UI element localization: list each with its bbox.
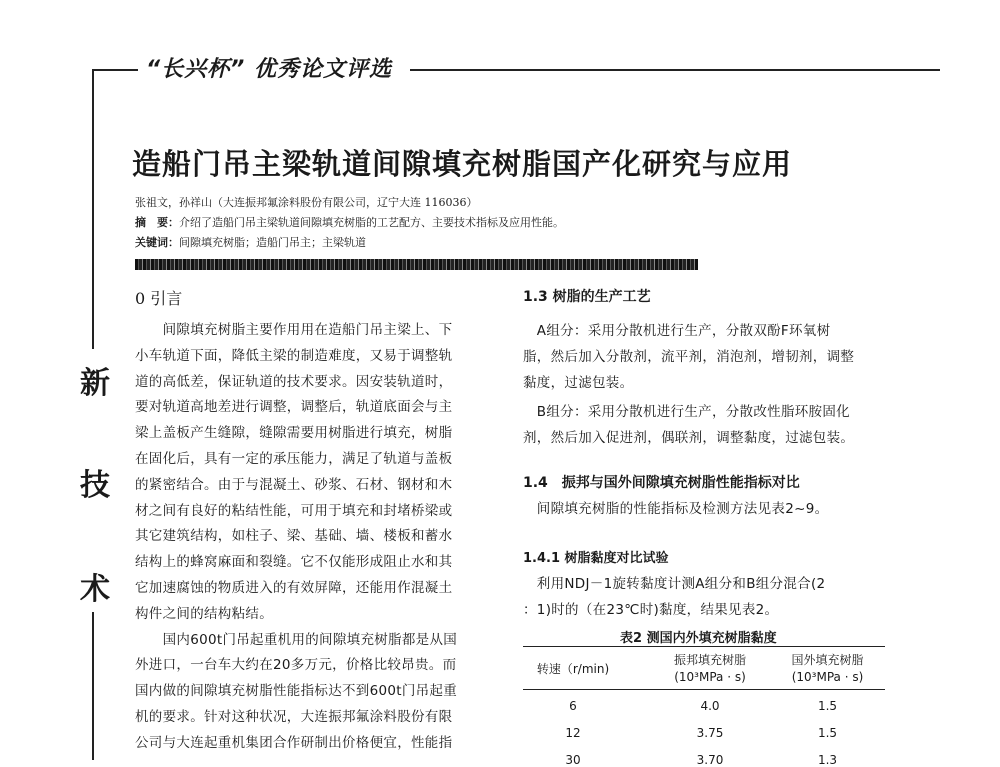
section-heading-1-3: 1.3 树脂的生产工艺	[523, 289, 651, 305]
table-rule-mid	[523, 689, 885, 690]
header-rule-left	[92, 69, 138, 71]
header-rule-right	[410, 69, 940, 71]
abstract-label: 摘 要：	[135, 216, 179, 229]
paper-title: 造船门吊主梁轨道间隙填充树脂国产化研究与应用	[132, 147, 793, 181]
table-cell: 1.3	[817, 753, 838, 767]
table-cell: 12	[565, 726, 581, 740]
body-line: 剂，然后加入促进剂，偶联剂，调整黏度，过滤包装。	[523, 430, 855, 446]
banner-title: “长兴杯” 优秀论文评选	[146, 57, 392, 82]
body-line: 道的高低差，保证轨道的技术要求。因安装轨道时，	[135, 373, 453, 390]
side-rule-bottom	[92, 612, 94, 760]
table-cell: 4.0	[700, 699, 720, 713]
body-line: 脂，然后加入分散剂，流平剂，消泡剂，增韧剂，调整	[523, 349, 855, 365]
table-cell: 3.70	[696, 753, 724, 767]
section-heading-1-4-1: 1.4.1 树脂黏度对比试验	[523, 551, 669, 566]
paper-authors: 张祖文，孙祥山（大连振邦氟涂料股份有限公司，辽宁大连 116036）	[135, 196, 478, 209]
body-line: 利用NDJ－1旋转黏度计测A组分和B组分混合(2	[523, 576, 826, 592]
table-cell: 30	[565, 753, 581, 767]
keywords-text: 间隙填充树脂；造船门吊主；主梁轨道	[179, 236, 366, 249]
body-line: 材之间有良好的粘结性能，可用于填充和封堵桥梁或	[135, 502, 453, 519]
side-label-char: 技	[80, 468, 110, 503]
body-line: 机的要求。针对这种状况，大连振邦氟涂料股份有限	[135, 709, 453, 725]
body-line: 它加速腐蚀的物质进入的有效屏障，还能用作混凝土	[135, 580, 453, 596]
table-cell: 1.5	[817, 699, 838, 713]
body-line: 结构上的蜂窝麻面和裂缝。它不仅能形成阻止水和其	[135, 554, 453, 571]
body-line: 其它建筑结构，如柱子、梁、基础、墙、楼板和蓄水	[135, 528, 453, 545]
body-line: 外进口，一台车大约在20多万元，价格比较昂贵。而	[135, 657, 457, 674]
side-label-char: 术	[80, 572, 110, 607]
body-line: 间隙填充树脂的性能指标及检测方法见表2~9。	[523, 501, 829, 517]
body-line: 的紧密结合。由于与混凝土、砂浆、石材、钢材和木	[135, 476, 453, 493]
table-caption: 表2 测国内外填充树脂黏度	[620, 631, 777, 646]
table-cell: 3.75	[696, 726, 724, 740]
section-heading-intro: 0 引言	[135, 289, 183, 308]
body-line: 要对轨道高地差进行调整，调整后，轨道底面会与主	[135, 399, 453, 416]
paper-keywords	[135, 234, 366, 250]
table-header-zhenbang-unit: (10³MPa · s)	[674, 670, 746, 684]
body-line: 小车轨道下面，降低主梁的制造难度，又易于调整轨	[135, 347, 453, 364]
body-line: 国内600t门吊起重机用的间隙填充树脂都是从国	[135, 631, 458, 648]
scan-noise-bar	[135, 259, 698, 270]
side-label-char: 新	[80, 366, 110, 401]
table-header-foreign: 国外填充树脂	[791, 653, 864, 667]
table-cell: 1.5	[817, 726, 838, 740]
body-line: 公司与大连起重机集团合作研制出价格便宜，性能指	[135, 734, 453, 751]
body-line: 构件之间的结构粘结。	[135, 605, 273, 622]
body-line: 梁上盖板产生缝隙，缝隙需要用树脂进行填充，树脂	[135, 425, 453, 442]
table-cell: 6	[569, 699, 577, 713]
body-line: ：1)时的（在23℃时)黏度，结果见表2。	[523, 602, 779, 618]
table-header-foreign-unit: (10³MPa · s)	[791, 670, 864, 684]
abstract-text: 介绍了造船门吊主梁轨道间隙填充树脂的工艺配方、主要技术指标及应用性能。	[179, 216, 564, 229]
body-line: 间隙填充树脂主要作用用在造船门吊主梁上、下	[135, 322, 453, 338]
section-heading-1-4: 1.4 振邦与国外间隙填充树脂性能指标对比	[523, 475, 800, 491]
keywords-label: 关键词：	[135, 236, 179, 249]
body-line: B组分：采用分散机进行生产，分散改性脂环胺固化	[523, 404, 850, 420]
paper-abstract	[135, 214, 564, 230]
side-rule-top	[92, 69, 94, 349]
body-line: 在固化后，具有一定的承压能力，满足了轨道与盖板	[135, 451, 453, 467]
table-header-zhenbang: 振邦填充树脂	[673, 653, 746, 667]
body-line: 黏度，过滤包装。	[523, 375, 634, 391]
table-rule-top	[523, 646, 885, 647]
body-line: A组分：采用分散机进行生产，分散双酚F环氧树	[523, 323, 831, 339]
table-header-speed: 转速（r/min)	[536, 662, 610, 676]
body-line: 国内做的间隙填充树脂性能指标达不到600t门吊起重	[135, 683, 458, 700]
